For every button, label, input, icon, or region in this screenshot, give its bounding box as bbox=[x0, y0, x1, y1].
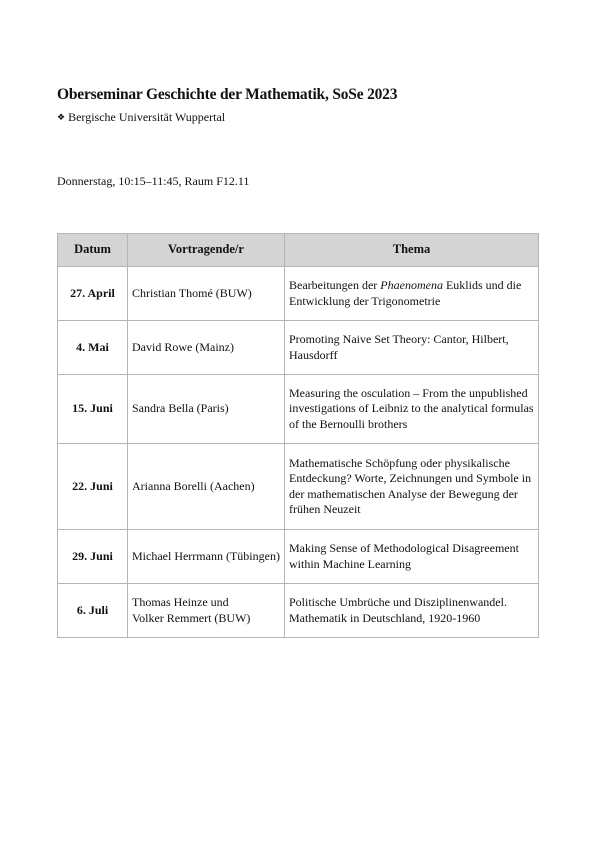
date-cell: 27. April bbox=[58, 267, 128, 321]
speaker-cell bbox=[128, 584, 285, 638]
topic-cell: Promoting Naive Set Theory: Cantor, Hilbert, Hausdorff bbox=[285, 321, 539, 375]
topic-cell bbox=[285, 267, 539, 321]
diamond-bullet-icon: ❖ bbox=[57, 112, 66, 122]
topic-text: Bearbeitungen der bbox=[289, 278, 381, 292]
table-row bbox=[58, 267, 539, 321]
topic-text: Mathematik in Deutschland, 1920-1960 bbox=[289, 610, 481, 625]
column-header-topic: Thema bbox=[285, 234, 539, 267]
page-title: Oberseminar Geschichte der Mathematik, SoSe 2023 bbox=[57, 86, 398, 103]
speaker-cell: David Rowe (Mainz) bbox=[128, 321, 285, 375]
speaker-name: Volker Remmert (BUW) bbox=[132, 610, 251, 625]
topic-italic-title: Phaenomena bbox=[380, 278, 443, 292]
table-row bbox=[58, 444, 539, 530]
speaker-cell: Arianna Borelli (Aachen) bbox=[128, 444, 285, 530]
date-cell: 29. Juni bbox=[58, 530, 128, 584]
topic-cell: Making Sense of Methodological Disagreement within Machine Learning bbox=[285, 530, 539, 584]
speaker-cell: Sandra Bella (Paris) bbox=[128, 375, 285, 444]
date-cell: 6. Juli bbox=[58, 584, 128, 638]
schedule-table bbox=[57, 233, 539, 638]
topic-cell: Mathematische Schöpfung oder physikalische Entdeckung? Worte, Zeichnungen und Symbole in der mathematischen Analyse der Bewegung der frühen Neuzeit bbox=[285, 444, 539, 530]
table-header-row bbox=[58, 234, 539, 267]
speaker-name: Thomas Heinze und bbox=[132, 595, 229, 609]
institution-name: Bergische Universität Wuppertal bbox=[68, 110, 226, 124]
table-row bbox=[58, 530, 539, 584]
topic-text: Euklids und die Entwicklung der Trigonometrie bbox=[289, 278, 522, 308]
topic-cell: Measuring the osculation – From the unpublished investigations of Leibniz to the analytical formulas of the Bernoulli brothers bbox=[285, 375, 539, 444]
date-cell: 15. Juni bbox=[58, 375, 128, 444]
meeting-info: Donnerstag, 10:15–11:45, Raum F12.11 bbox=[57, 174, 250, 188]
topic-cell bbox=[285, 584, 539, 638]
speaker-cell: Christian Thomé (BUW) bbox=[128, 267, 285, 321]
table-row bbox=[58, 375, 539, 444]
table-row bbox=[58, 321, 539, 375]
date-cell: 4. Mai bbox=[58, 321, 128, 375]
column-header-date: Datum bbox=[58, 234, 128, 267]
column-header-speaker: Vortragende/r bbox=[128, 234, 285, 267]
institution-line bbox=[57, 110, 225, 125]
topic-text: Politische Umbrüche und Disziplinenwandel. bbox=[289, 595, 507, 609]
date-cell: 22. Juni bbox=[58, 444, 128, 530]
table-row bbox=[58, 584, 539, 638]
speaker-cell: Michael Herrmann (Tübingen) bbox=[128, 530, 285, 584]
